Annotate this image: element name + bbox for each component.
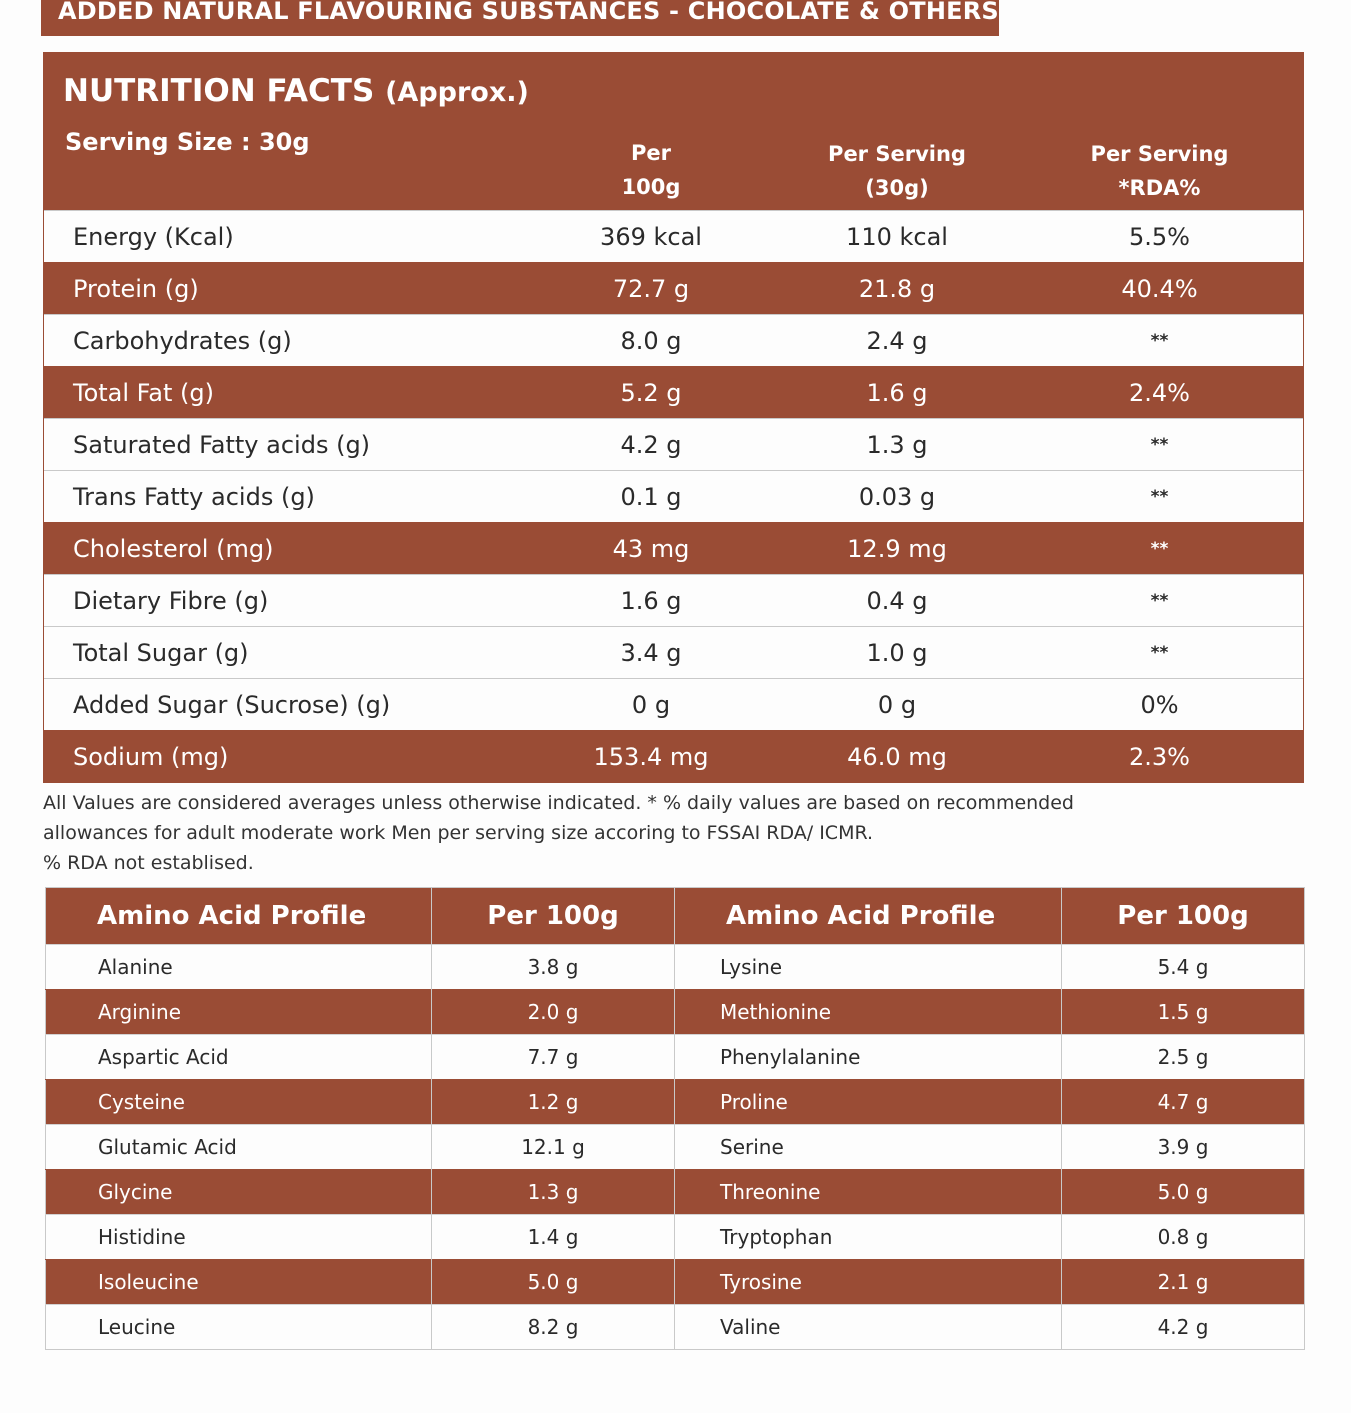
nutrient-label: Dietary Fibre (g) bbox=[73, 586, 269, 615]
amino-row bbox=[46, 1035, 1305, 1080]
amino-rows bbox=[46, 945, 1305, 1350]
amino-value: 0.8 g bbox=[1062, 1215, 1305, 1260]
value-per-100g: 4.2 g bbox=[620, 430, 682, 459]
amino-row bbox=[46, 1215, 1305, 1260]
value-per-100g: 5.2 g bbox=[620, 378, 682, 407]
value-per-serving: 0.4 g bbox=[866, 586, 928, 615]
nutrition-row bbox=[44, 730, 1303, 782]
column-header-line: (30g) bbox=[865, 176, 929, 200]
value-per-serving: 1.3 g bbox=[866, 430, 928, 459]
nutrition-facts-header bbox=[44, 53, 1303, 210]
nutrition-row bbox=[44, 418, 1303, 470]
value-per-serving: 0 g bbox=[877, 690, 917, 719]
amino-name: Leucine bbox=[46, 1305, 432, 1350]
amino-name: Glycine bbox=[46, 1170, 432, 1215]
amino-value: 4.7 g bbox=[1062, 1080, 1305, 1125]
nutrition-row bbox=[44, 626, 1303, 678]
nutrition-rows bbox=[44, 210, 1303, 782]
amino-name: Histidine bbox=[46, 1215, 432, 1260]
amino-acid-table bbox=[45, 887, 1305, 1350]
amino-name: Valine bbox=[675, 1305, 1062, 1350]
nutrient-label: Sodium (mg) bbox=[73, 742, 229, 771]
amino-value: 3.9 g bbox=[1062, 1125, 1305, 1170]
amino-row bbox=[46, 945, 1305, 990]
value-per-100g: 0 g bbox=[631, 690, 671, 719]
nutrition-facts-title bbox=[63, 73, 529, 109]
nutrient-label: Total Fat (g) bbox=[73, 378, 214, 407]
amino-name: Isoleucine bbox=[46, 1260, 432, 1305]
column-header-per-100g bbox=[551, 136, 751, 204]
nutrition-row bbox=[44, 574, 1303, 626]
amino-value: 3.8 g bbox=[432, 945, 675, 990]
amino-name: Alanine bbox=[46, 945, 432, 990]
nutrition-row bbox=[44, 366, 1303, 418]
title-main: NUTRITION FACTS bbox=[63, 73, 375, 109]
amino-header-value: Per 100g bbox=[1062, 888, 1305, 945]
amino-row bbox=[46, 1170, 1305, 1215]
value-rda: 0% bbox=[1140, 690, 1179, 719]
nutrition-row bbox=[44, 314, 1303, 366]
flavouring-banner bbox=[41, 0, 999, 36]
nutrient-label: Carbohydrates (g) bbox=[73, 326, 292, 355]
amino-name: Tyrosine bbox=[675, 1260, 1062, 1305]
amino-header-value: Per 100g bbox=[432, 888, 675, 945]
nutrition-row bbox=[44, 262, 1303, 314]
column-header-line: Per bbox=[631, 141, 671, 165]
nutrition-row bbox=[44, 678, 1303, 730]
amino-value: 2.0 g bbox=[432, 990, 675, 1035]
amino-row bbox=[46, 1080, 1305, 1125]
amino-value: 2.1 g bbox=[1062, 1260, 1305, 1305]
column-header-rda bbox=[1057, 137, 1262, 205]
amino-value: 1.5 g bbox=[1062, 990, 1305, 1035]
nutrition-row bbox=[44, 522, 1303, 574]
amino-value: 1.2 g bbox=[432, 1080, 675, 1125]
amino-name: Lysine bbox=[675, 945, 1062, 990]
value-per-serving: 21.8 g bbox=[858, 274, 936, 303]
nutrient-label: Energy (Kcal) bbox=[73, 222, 234, 251]
value-per-100g: 72.7 g bbox=[612, 274, 690, 303]
amino-value: 1.3 g bbox=[432, 1170, 675, 1215]
value-rda: ** bbox=[1150, 330, 1169, 351]
column-header-line: Per Serving bbox=[828, 142, 966, 166]
amino-value: 12.1 g bbox=[432, 1125, 675, 1170]
value-rda: ** bbox=[1150, 590, 1169, 611]
value-per-100g: 3.4 g bbox=[620, 638, 682, 667]
amino-header-name: Amino Acid Profile bbox=[675, 888, 1062, 945]
column-header-line: Per Serving bbox=[1090, 142, 1229, 166]
title-suffix: (Approx.) bbox=[385, 77, 529, 108]
nutrition-row bbox=[44, 210, 1303, 262]
value-per-serving: 2.4 g bbox=[866, 326, 928, 355]
serving-size: Serving Size : 30g bbox=[65, 128, 310, 156]
nutrient-label: Trans Fatty acids (g) bbox=[73, 482, 315, 511]
value-per-100g: 43 mg bbox=[612, 534, 690, 563]
nutrient-label: Cholesterol (mg) bbox=[73, 534, 274, 563]
footnote-line: allowances for adult moderate work Men per serving size accoring to FSSAI RDA/ ICMR. bbox=[43, 822, 874, 844]
amino-row bbox=[46, 990, 1305, 1035]
value-per-serving: 0.03 g bbox=[858, 482, 936, 511]
amino-name: Threonine bbox=[675, 1170, 1062, 1215]
nutrition-facts-panel bbox=[43, 52, 1304, 783]
nutrient-label: Protein (g) bbox=[73, 274, 199, 303]
value-per-serving: 1.6 g bbox=[866, 378, 928, 407]
column-header-line: 100g bbox=[621, 175, 681, 199]
amino-value: 7.7 g bbox=[432, 1035, 675, 1080]
amino-value: 5.0 g bbox=[432, 1260, 675, 1305]
flavouring-banner-text: ADDED NATURAL FLAVOURING SUBSTANCES - CHOCOLATE & OTHERS bbox=[58, 0, 999, 25]
amino-name: Phenylalanine bbox=[675, 1035, 1062, 1080]
amino-header-row bbox=[46, 888, 1305, 945]
amino-name: Methionine bbox=[675, 990, 1062, 1035]
footnote-line: % RDA not establised. bbox=[43, 852, 254, 874]
amino-name: Arginine bbox=[46, 990, 432, 1035]
value-rda: 2.4% bbox=[1129, 378, 1190, 407]
value-per-100g: 8.0 g bbox=[620, 326, 682, 355]
value-per-serving: 110 kcal bbox=[846, 222, 948, 251]
value-rda: 5.5% bbox=[1129, 222, 1190, 251]
value-per-100g: 1.6 g bbox=[620, 586, 682, 615]
value-rda: 40.4% bbox=[1121, 274, 1198, 303]
amino-name: Cysteine bbox=[46, 1080, 432, 1125]
footnote bbox=[43, 788, 1243, 878]
value-rda: ** bbox=[1150, 434, 1169, 455]
value-per-serving: 46.0 mg bbox=[847, 742, 947, 771]
value-per-serving: 1.0 g bbox=[866, 638, 928, 667]
value-per-serving: 12.9 mg bbox=[847, 534, 947, 563]
amino-header-name: Amino Acid Profile bbox=[46, 888, 432, 945]
amino-name: Serine bbox=[675, 1125, 1062, 1170]
amino-name: Aspartic Acid bbox=[46, 1035, 432, 1080]
amino-value: 5.0 g bbox=[1062, 1170, 1305, 1215]
nutrient-label: Total Sugar (g) bbox=[73, 638, 249, 667]
value-rda: ** bbox=[1150, 486, 1169, 507]
value-per-100g: 153.4 mg bbox=[593, 742, 709, 771]
footnote-line: All Values are considered averages unless otherwise indicated. * % daily values are based on recommended bbox=[43, 792, 1074, 814]
nutrient-label: Added Sugar (Sucrose) (g) bbox=[73, 690, 391, 719]
amino-name: Glutamic Acid bbox=[46, 1125, 432, 1170]
value-rda: ** bbox=[1150, 538, 1169, 559]
nutrient-label: Saturated Fatty acids (g) bbox=[73, 430, 371, 459]
amino-row bbox=[46, 1260, 1305, 1305]
amino-name: Tryptophan bbox=[675, 1215, 1062, 1260]
amino-name: Proline bbox=[675, 1080, 1062, 1125]
value-per-100g: 369 kcal bbox=[600, 222, 702, 251]
amino-value: 8.2 g bbox=[432, 1305, 675, 1350]
value-per-100g: 0.1 g bbox=[620, 482, 682, 511]
amino-value: 2.5 g bbox=[1062, 1035, 1305, 1080]
amino-value: 1.4 g bbox=[432, 1215, 675, 1260]
amino-value: 4.2 g bbox=[1062, 1305, 1305, 1350]
amino-row bbox=[46, 1305, 1305, 1350]
value-rda: 2.3% bbox=[1129, 742, 1190, 771]
column-header-line: *RDA% bbox=[1118, 176, 1201, 200]
amino-row bbox=[46, 1125, 1305, 1170]
amino-value: 5.4 g bbox=[1062, 945, 1305, 990]
nutrition-row bbox=[44, 470, 1303, 522]
column-header-per-serving bbox=[797, 137, 997, 205]
value-rda: ** bbox=[1150, 642, 1169, 663]
